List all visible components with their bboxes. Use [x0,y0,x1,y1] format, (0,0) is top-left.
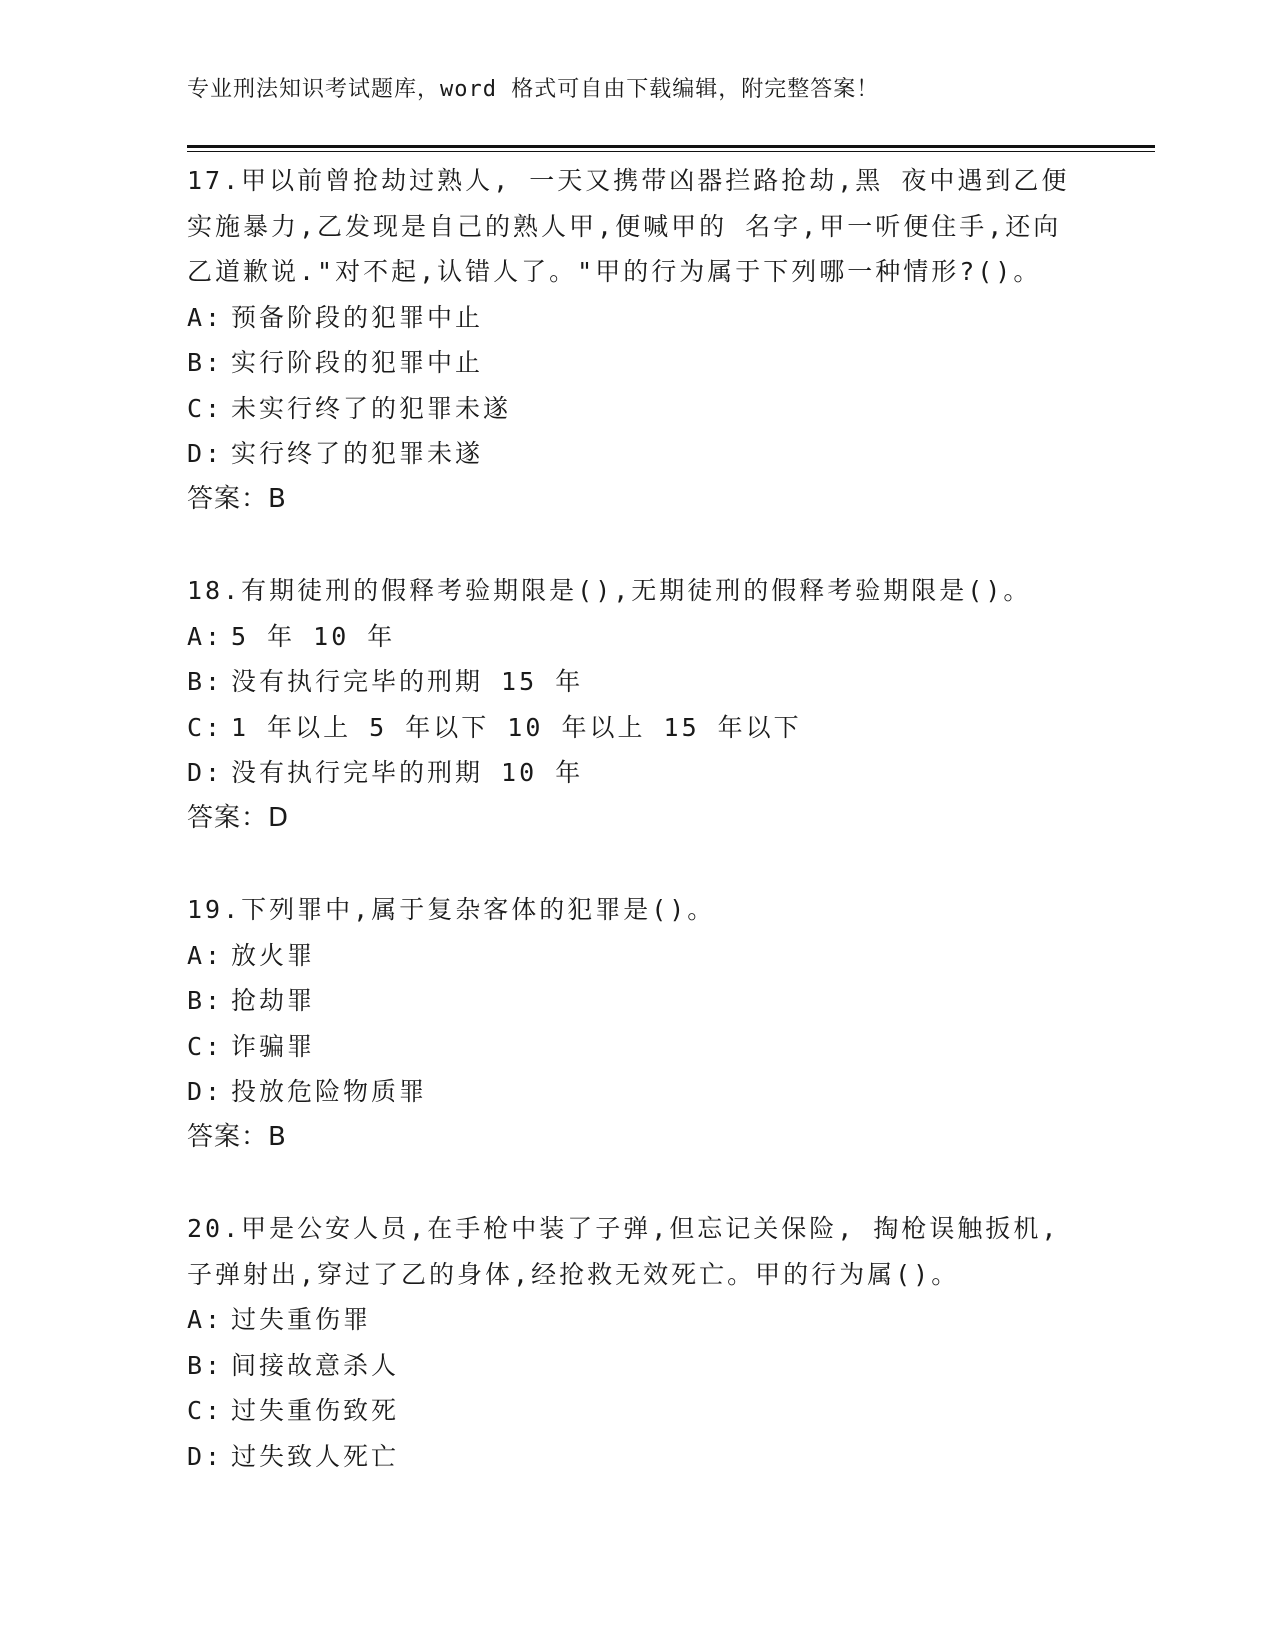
option-text: 实行阶段的犯罪中止 [231,348,484,377]
option-text: 间接故意杀人 [231,1350,400,1380]
option-letter: C: [187,1396,224,1425]
option-c [187,386,1107,432]
option-text: 没有执行完毕的刑期 15 年 [231,667,584,696]
option-a [187,614,1107,660]
question-stem-line: 20.甲是公安人员,在手枪中装了子弹,但忘记关保险, 掏枪误触扳机, [187,1214,1060,1243]
header-rule-thick [187,145,1155,148]
option-text: 放火罪 [231,940,316,970]
option-text: 1 年以上 5 年以下 10 年以上 15 年以下 [231,712,802,742]
option-letter: D: [187,758,224,787]
question-stem-line: 子弹射出,穿过了乙的身体,经抢救无效死亡。甲的行为属()。 [187,1259,960,1289]
question-stem-line: 乙道歉说."对不起,认错人了。"甲的行为属于下列哪一种情形?()。 [187,257,1042,286]
option-letter: A: [187,302,224,332]
option-letter: C: [187,712,224,742]
option-letter: B: [187,667,224,696]
option-text: 未实行终了的犯罪未遂 [231,393,512,423]
option-letter: D: [187,439,224,468]
option-letter: D: [187,1077,224,1106]
option-text: 抢劫罪 [231,986,316,1015]
question-stem-line: 19.下列罪中,属于复杂客体的犯罪是()。 [187,895,716,924]
option-b [187,978,1107,1024]
answer-line: 答案：B [187,1121,287,1152]
option-letter: A: [187,940,224,970]
option-letter: A: [187,1305,224,1334]
option-b [187,1343,1107,1389]
option-letter: B: [187,986,224,1015]
option-d [187,1069,1107,1115]
option-text: 诈骗罪 [231,1031,316,1061]
option-a [187,1297,1107,1343]
question-19 [187,887,1107,1160]
question-17 [187,158,1107,522]
option-text: 投放危险物质罪 [231,1077,428,1106]
option-text: 没有执行完毕的刑期 10 年 [231,758,584,787]
option-text: 过失重伤致死 [231,1396,400,1425]
option-d [187,750,1107,796]
option-c [187,1388,1107,1434]
question-stem-line: 实施暴力,乙发现是自己的熟人甲,便喊甲的 名字,甲一听便住手,还向 [187,211,1062,241]
option-c [187,1024,1107,1070]
option-letter: B: [187,1350,224,1380]
header-rule-thin [187,151,1155,152]
option-text: 预备阶段的犯罪中止 [231,302,484,332]
option-text: 5 年 10 年 [231,621,396,651]
option-letter: C: [187,1031,224,1061]
option-b [187,340,1107,386]
question-list [187,158,1107,1525]
option-letter: B: [187,348,224,377]
answer-line: 答案：B [187,483,287,514]
answer-line: 答案：D [187,802,290,833]
question-18 [187,568,1107,841]
option-d [187,431,1107,477]
option-text: 实行终了的犯罪未遂 [231,439,484,468]
option-c [187,705,1107,751]
option-letter: D: [187,1441,224,1471]
option-text: 过失致人死亡 [231,1441,400,1471]
option-text: 过失重伤罪 [231,1305,372,1334]
page-header: 专业刑法知识考试题库，word 格式可自由下载编辑，附完整答案！ [187,77,880,102]
option-a [187,295,1107,341]
option-letter: C: [187,393,224,423]
option-letter: A: [187,621,224,651]
option-b [187,659,1107,705]
option-a [187,933,1107,979]
option-d [187,1434,1107,1480]
question-stem-line: 18.有期徒刑的假释考验期限是(),无期徒刑的假释考验期限是()。 [187,576,1032,605]
question-20 [187,1206,1107,1479]
question-stem-line: 17.甲以前曾抢劫过熟人, 一天又携带凶器拦路抢劫,黑 夜中遇到乙便 [187,166,1070,195]
